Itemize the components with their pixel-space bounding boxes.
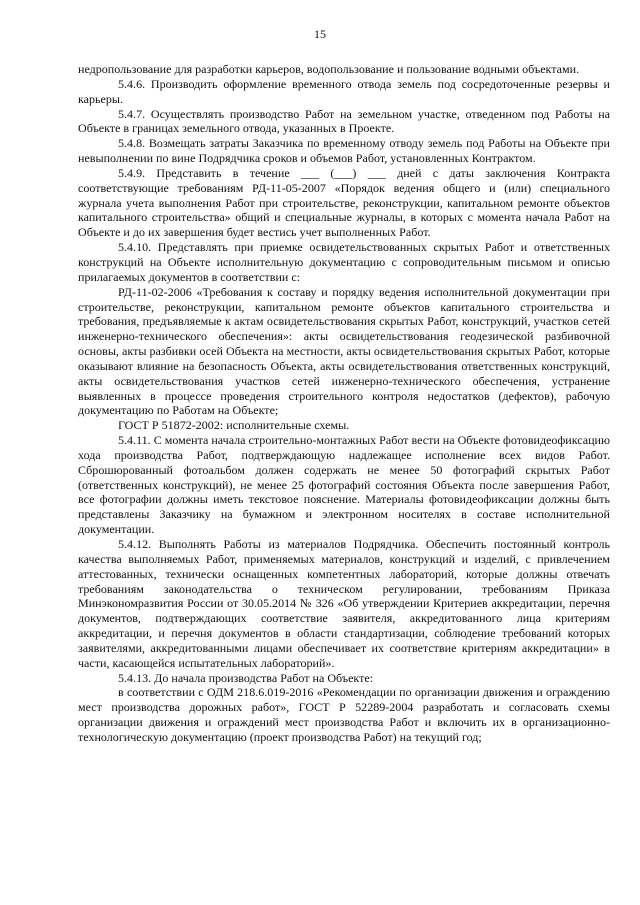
paragraph-odm-218: в соответствии с ОДМ 218.6.019-2016 «Рекомендации по организации движения и ограждению мест производства дорожных работ», ГОСТ Р 52289-2004 разработать и согласовать схемы организации движения и ограждений мест производства Работ и включить их в организационно-технологическую документацию (проект производства Работ) на текущий год;	[78, 685, 610, 744]
paragraph-rd-11-02-2006: РД-11-02-2006 «Требования к составу и порядку ведения исполнительной документации при строительстве, реконструкции, капитальном ремонте объектов капитального строительства и требования, предъявляемые к актам освидетельствования скрытых Работ, конструкций, участков сетей инженерно-технического обеспечения»: акты освидетельствования геодезической разбивочной основы, акты разбивки осей Объекта на местности, акты освидетельствования скрытых Работ, которые оказывают влияние на безопасность Объекта, акты освидетельствования ответственных конструкций, акты освидетельствования участков сетей инженерно-технического обеспечения, устранение выявленных в процессе проведения строительного контроля недостатков (дефектов), рабочую документацию по Работам на Объекте;	[78, 284, 610, 418]
document-body	[78, 62, 610, 745]
paragraph-5-4-7: 5.4.7. Осуществлять производство Работ на земельном участке, отведенном под Работы на Объекте в границах земельного отвода, указанных в Проекте.	[78, 106, 610, 136]
page-number: 15	[314, 27, 326, 41]
paragraph-5-4-8: 5.4.8. Возмещать затраты Заказчика по временному отводу земель под Работы на Объекте при невыполнении по вине Подрядчика сроков и объемов Работ, установленных Контрактом.	[78, 136, 610, 166]
paragraph-5-4-11: 5.4.11. С момента начала строительно-монтажных Работ вести на Объекте фотовидеофиксацию хода производства Работ, подтверждающую надлежащее исполнение всех видов Работ. Сброшюрованный фотоальбом должен содержать не менее 50 фотографий скрытых Работ (ответственных конструкций), не менее 25 фотографий состояния Объекта после завершения Работ, все фотографии должны иметь текстовое пояснение. Материалы фотовидеофиксации должны быть представлены Заказчику на бумажном и электронном носителях в составе исполнительной документации.	[78, 433, 610, 537]
paragraph-5-4-12: 5.4.12. Выполнять Работы из материалов Подрядчика. Обеспечить постоянный контроль качества выполняемых Работ, применяемых материалов, конструкций и изделий, с привлечением аттестованных, технически оснащенных компетентных лабораторий, которые должны отвечать требованиям законодательства о техническом регулировании, требованиям Приказа Минэкономразвития России от 30.05.2014 № 326 «Об утверждении Критериев аккредитации, перечня документов, подтверждающих соответствие заявителя, аккредитованного лица критериям аккредитации, и перечня документов в области стандартизации, соблюдение требований которых заявителями, аккредитованными лицами обеспечивает их соответствие критериям аккредитации» в части, касающейся испытательных лабораторий».	[78, 537, 610, 670]
paragraph-5-4-10: 5.4.10. Представлять при приемке освидетельствованных скрытых Работ и ответственных конструкций на Объекте исполнительную документацию с сопроводительным письмом и описью прилагаемых документов в соответствии с:	[78, 240, 610, 284]
paragraph-continuation: недропользование для разработки карьеров, водопользование и пользование водными объектами.	[78, 62, 580, 76]
paragraph-5-4-13: 5.4.13. До начала производства Работ на Объекте:	[118, 670, 374, 685]
paragraph-gost-51872: ГОСТ Р 51872-2002: исполнительные схемы.	[118, 418, 350, 433]
paragraph-5-4-9: 5.4.9. Представить в течение ___ (___) ___ дней с даты заключения Контракта соответствующие требованиям РД-11-05-2007 «Порядок ведения общего и (или) специального журнала учета выполнения Работ при строительстве, реконструкции, капитальном ремонте объектов капитального строительства» общий и специальные журналы, в которых с момента начала Работ на Объекте и до их завершения будет вестись учет выполненных Работ.	[78, 165, 610, 240]
paragraph-5-4-6: 5.4.6. Производить оформление временного отвода земель под сосредоточенные резервы и карьеры.	[78, 76, 610, 106]
